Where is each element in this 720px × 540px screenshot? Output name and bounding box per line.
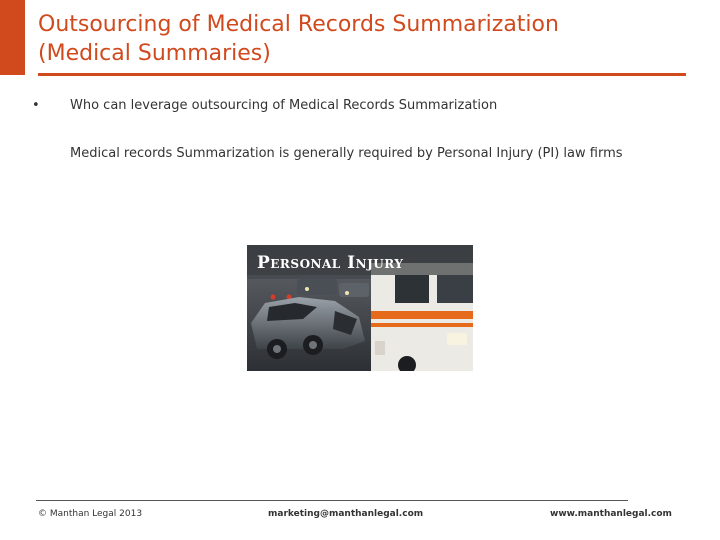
title-accent-bar [0,0,25,75]
bullet-marker: • [32,98,40,113]
footer-copyright: © Manthan Legal 2013 [38,509,143,519]
bullet-text: Who can leverage outsourcing of Medical Records Summarization [70,98,498,113]
footer-divider [36,500,628,501]
personal-injury-image [247,245,473,371]
slide-title-line1: Outsourcing of Medical Records Summarization [38,12,559,37]
slide-title [38,10,698,68]
title-divider [38,73,686,76]
footer-email-link[interactable]: marketing@manthanlegal.com [268,509,424,519]
image-caption: Personal Injury [257,253,404,273]
body-text: Medical records Summarization is generally required by Personal Injury (PI) law firms [70,146,623,161]
slide-title-line2: (Medical Summaries) [38,41,271,66]
footer-website-link[interactable]: www.manthanlegal.com [550,509,672,519]
